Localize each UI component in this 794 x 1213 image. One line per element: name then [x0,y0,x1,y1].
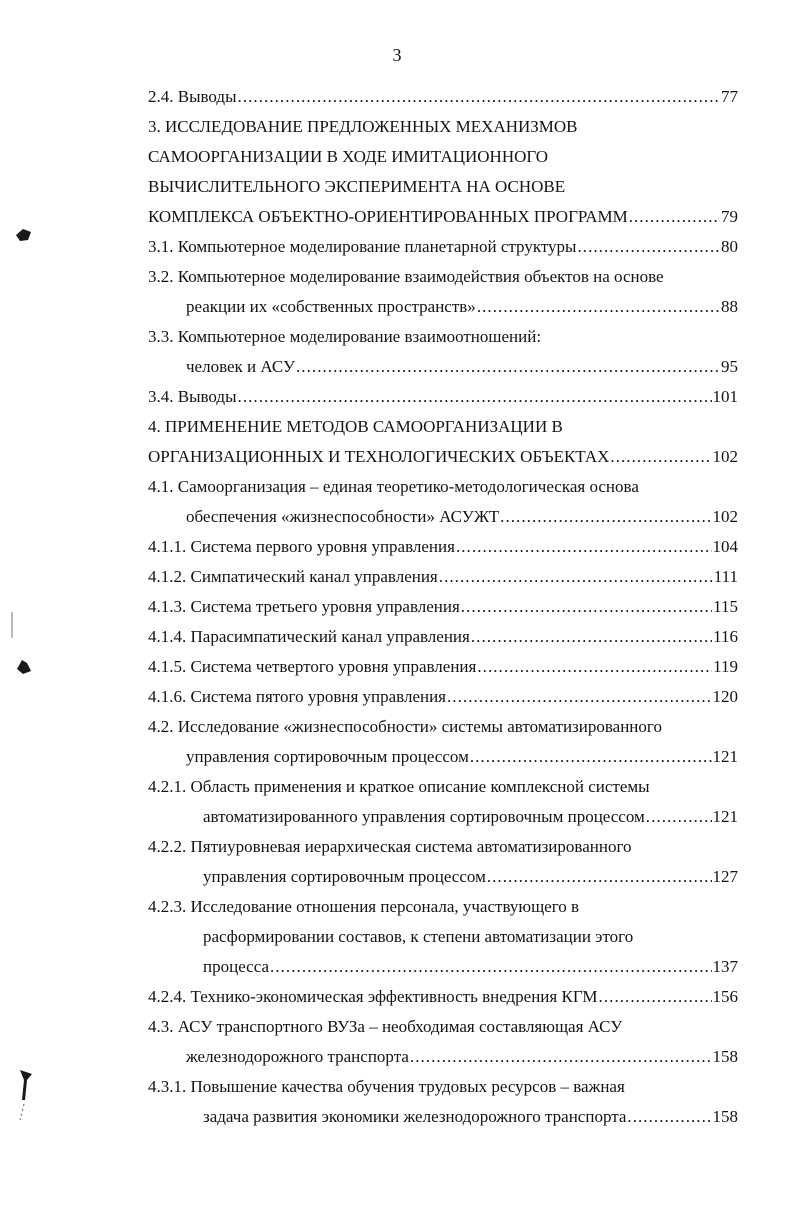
toc-entry-title-cont: автоматизированного управления сортировочным процессом [203,807,645,826]
toc-entry [148,652,738,682]
toc-entry-title: 3.4. Выводы [148,387,237,406]
toc-entry-title: 4.2. Исследование «жизнеспособности» системы автоматизированного [148,717,662,736]
toc-entry [148,322,738,382]
toc-entry-page: 77 [721,87,738,106]
toc-entry-title: 4.2.2. Пятиуровневая иерархическая система автоматизированного [148,837,632,856]
toc-entry [148,1012,738,1072]
page-number: 3 [392,45,402,65]
toc-entry-page: 111 [713,567,738,586]
toc-entry-title: 4.1.4. Парасимпатический канал управления [148,627,470,646]
toc-entry [148,562,738,592]
toc-entry-title: 4.2.1. Область применения и краткое описание комплексной системы [148,777,650,796]
toc-entry-page: 127 [712,867,738,886]
toc-entry-title: 4. ПРИМЕНЕНИЕ МЕТОДОВ САМООРГАНИЗАЦИИ В [148,417,563,436]
toc-entry-title: 4.1. Самоорганизация – единая теоретико-методологическая основа [148,477,639,496]
toc-entry [148,592,738,622]
dot-leader [500,502,711,532]
dot-leader [629,202,720,232]
toc-entry [148,82,738,112]
toc-entry-title-cont: реакции их «собственных пространств» [186,297,476,316]
dot-leader [477,292,720,322]
dot-leader [238,82,720,112]
toc-entry [148,832,738,892]
table-of-contents [148,82,738,1132]
toc-entry-title-cont: задача развития экономики железнодорожного транспорта [203,1107,627,1126]
toc-entry-title-cont: железнодорожного транспорта [186,1047,409,1066]
toc-entry-title: 4.1.1. Система первого уровня управления [148,537,455,556]
toc-entry [148,1072,738,1132]
toc-entry-page: 115 [713,597,738,616]
toc-entry-title-cont: обеспечения «жизнеспособности» АСУЖТ [186,507,500,526]
dot-leader [461,592,712,622]
dot-leader [270,952,711,982]
toc-entry-title: 3.3. Компьютерное моделирование взаимоотношений: [148,327,542,346]
toc-entry-title: 4.2.4. Технико-экономическая эффективность внедрения КГМ [148,987,598,1006]
toc-entry-title-cont: процесса [203,957,270,976]
toc-entry-page: 121 [712,807,738,826]
toc-entry [148,112,738,232]
toc-entry [148,412,738,472]
toc-entry-title: 4.3.1. Повышение качества обучения трудовых ресурсов – важная [148,1077,625,1096]
toc-entry-page: 119 [713,657,738,676]
dot-leader [599,982,712,1012]
toc-entry [148,982,738,1012]
toc-entry-title: 3.1. Компьютерное моделирование планетарной структуры [148,237,577,256]
toc-entry-page: 158 [712,1107,738,1126]
toc-entry [148,262,738,322]
toc-entry-title: 4.1.2. Симпатический канал управления [148,567,438,586]
toc-entry-title-cont: человек и АСУ [186,357,295,376]
toc-entry-title-cont: ВЫЧИСЛИТЕЛЬНОГО ЭКСПЕРИМЕНТА НА ОСНОВЕ [148,177,566,196]
toc-entry [148,682,738,712]
scan-mark-icon [10,1066,40,1126]
toc-entry-page: 158 [712,1047,738,1066]
toc-entry-page: 116 [713,627,738,646]
toc-entry-title: 4.1.5. Система четвертого уровня управления [148,657,477,676]
scan-mark-icon [14,657,34,677]
toc-entry-title-cont: расформировании составов, к степени автоматизации этого [203,927,634,946]
toc-entry [148,472,738,532]
toc-entry-title: 4.1.3. Система третьего уровня управления [148,597,460,616]
toc-entry [148,772,738,832]
toc-entry-title: 4.2.3. Исследование отношения персонала, участвующего в [148,897,580,916]
dot-leader [470,742,712,772]
toc-entry [148,622,738,652]
toc-entry-page: 79 [721,207,738,226]
toc-entry-title: 4.1.6. Система пятого уровня управления [148,687,446,706]
toc-entry-title-cont: ОРГАНИЗАЦИОННЫХ И ТЕХНОЛОГИЧЕСКИХ ОБЪЕКТАХ [148,447,610,466]
toc-entry [148,532,738,562]
toc-entry-title-cont: КОМПЛЕКСА ОБЪЕКТНО-ОРИЕНТИРОВАННЫХ ПРОГРАММ [148,207,628,226]
dot-leader [577,232,720,262]
toc-entry-page: 156 [712,987,738,1006]
toc-entry [148,382,738,412]
scan-line-icon [10,612,14,638]
toc-entry-page: 121 [712,747,738,766]
dot-leader [296,352,720,382]
toc-entry-title-cont: САМООРГАНИЗАЦИИ В ХОДЕ ИМИТАЦИОННОГО [148,147,549,166]
toc-entry [148,232,738,262]
dot-leader [646,802,712,832]
dot-leader [439,562,713,592]
toc-entry-page: 88 [721,297,738,316]
toc-entry-page: 95 [721,357,738,376]
toc-entry-title: 2.4. Выводы [148,87,237,106]
dot-leader [456,532,712,562]
toc-entry-title-cont: управления сортировочным процессом [186,747,469,766]
toc-entry [148,892,738,982]
toc-entry-page: 80 [721,237,738,256]
dot-leader [627,1102,711,1132]
toc-entry-page: 102 [712,507,738,526]
toc-entry-page: 137 [712,957,738,976]
dot-leader [238,382,712,412]
dot-leader [487,862,712,892]
toc-entry-title: 3. ИССЛЕДОВАНИЕ ПРЕДЛОЖЕННЫХ МЕХАНИЗМОВ [148,117,578,136]
toc-entry-page: 120 [712,687,738,706]
dot-leader [471,622,712,652]
toc-entry-page: 102 [712,447,738,466]
toc-entry-title: 4.3. АСУ транспортного ВУЗа – необходимая составляющая АСУ [148,1017,623,1036]
toc-entry-title: 3.2. Компьютерное моделирование взаимодействия объектов на основе [148,267,664,286]
toc-entry-page: 104 [712,537,738,556]
dot-leader [610,442,711,472]
scan-mark-icon [14,226,34,244]
dot-leader [477,652,712,682]
toc-entry-page: 101 [712,387,738,406]
dot-leader [410,1042,712,1072]
toc-entry [148,712,738,772]
toc-entry-title-cont: управления сортировочным процессом [203,867,486,886]
dot-leader [447,682,712,712]
